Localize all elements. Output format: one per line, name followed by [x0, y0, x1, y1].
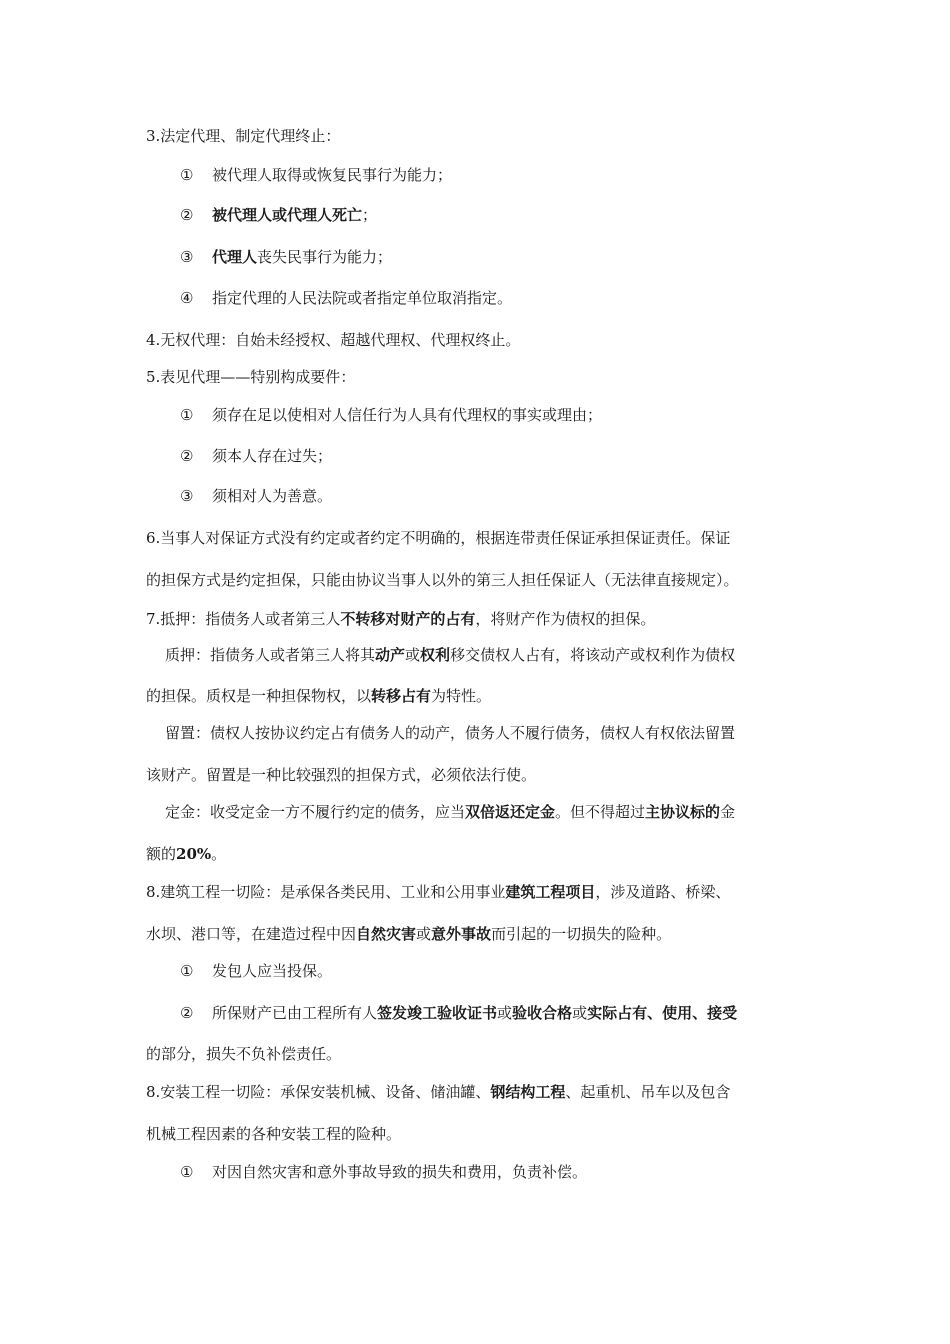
- list-number: ②: [180, 447, 194, 465]
- paragraph-line: 机械工程因素的各种安装工程的险种。: [146, 1125, 402, 1143]
- text-run: 8.安装工程一切险：承保安装机械、设备、储油罐、: [146, 1083, 491, 1101]
- bold-text: 被代理人或代理人死亡: [212, 206, 363, 224]
- text-run: 定金：收受定金一方不履行约定的债务，应当: [165, 803, 466, 821]
- list-item: [212, 288, 512, 308]
- list-item: [212, 961, 332, 981]
- list-item: [212, 1162, 587, 1182]
- paragraph-line: [146, 609, 655, 629]
- section-3-title: 3.法定代理、制定代理终止：: [146, 127, 341, 145]
- text-run: 。: [211, 845, 227, 863]
- list-number: ②: [180, 206, 194, 224]
- text-run: 指定代理的人民法院或者指定单位取消指定。: [212, 289, 513, 307]
- paragraph-line: 的担保方式是约定担保，只能由协议当事人以外的第三人担任保证人（无法律直接规定）。: [146, 571, 739, 589]
- list-item: [212, 405, 602, 425]
- bold-text: 权利: [420, 646, 451, 664]
- section-4: 4.无权代理：自始未经授权、超越代理权、代理权终止。: [146, 331, 521, 349]
- text-run: 丧失民事行为能力；: [257, 248, 393, 266]
- text-run: 移交债权人占有，将该动产或权利作为债权: [450, 646, 736, 664]
- text-run: 被代理人取得或恢复民事行为能力；: [212, 166, 453, 184]
- text-run: 质押：指债务人或者第三人将其: [165, 646, 376, 664]
- text-run: 须存在足以使相对人信任行为人具有代理权的事实或理由；: [212, 406, 603, 424]
- paragraph-line: [146, 1082, 807, 1102]
- list-number: ④: [180, 289, 194, 307]
- bold-text: 不转移对财产的占有: [340, 610, 476, 628]
- text-run: 或: [572, 1004, 588, 1022]
- paragraph-line: 该财产。留置是一种比较强烈的担保方式，必须依法行使。: [146, 766, 537, 784]
- bold-text: 动产: [375, 646, 406, 664]
- text-run: ；: [362, 206, 378, 224]
- list-number: ①: [180, 406, 194, 424]
- list-item: [212, 486, 332, 506]
- list-item: [212, 247, 392, 267]
- paragraph-line: [165, 645, 735, 665]
- paragraph-line: [146, 686, 491, 706]
- bold-text: 转移占有: [371, 687, 432, 705]
- bold-text: 钢结构工程: [490, 1083, 566, 1101]
- bold-text: 验收合格: [512, 1004, 573, 1022]
- paragraph-line: 6.当事人对保证方式没有约定或者约定不明确的，根据连带责任保证承担保证责任。保证: [146, 529, 731, 547]
- text-run: 而引起的一切损失的险种。: [491, 925, 672, 943]
- bold-text: 签发竣工验收证书: [377, 1004, 498, 1022]
- text-run: 水坝、港口等，在建造过程中因: [146, 925, 357, 943]
- bold-text: 代理人: [212, 248, 258, 266]
- paragraph-line: 的部分，损失不负补偿责任。: [146, 1045, 342, 1063]
- paragraph-line: 留置：债权人按协议约定占有债务人的动产，债务人不履行债务，债权人有权依法留置: [165, 724, 736, 742]
- text-run: 、起重机、吊车以及包含: [565, 1083, 731, 1101]
- text-run: 的担保。质权是一种担保物权，以: [146, 687, 372, 705]
- list-number: ①: [180, 166, 194, 184]
- text-run: 须相对人为善意。: [212, 487, 333, 505]
- bold-text: 自然灾害: [356, 925, 417, 943]
- text-run: 对因自然灾害和意外事故导致的损失和费用，负责补偿。: [212, 1163, 588, 1181]
- text-run: 或: [497, 1004, 513, 1022]
- list-item: [212, 205, 377, 225]
- bold-text: 20%: [176, 845, 212, 863]
- bold-text: 双倍返还定金: [465, 803, 556, 821]
- text-run: 7.抵押：指债务人或者第三人: [146, 610, 341, 628]
- bold-text: 建筑工程项目: [505, 883, 596, 901]
- text-run: 或: [416, 925, 432, 943]
- text-run: 额的: [146, 845, 177, 863]
- list-number: ③: [180, 487, 194, 505]
- section-5-title: 5.表见代理——特别构成要件：: [146, 368, 356, 386]
- bold-text: 实际占有、使用、接受: [587, 1004, 738, 1022]
- text-run: 为特性。: [431, 687, 492, 705]
- bold-text: 意外事故: [431, 925, 492, 943]
- list-item: [212, 165, 452, 185]
- bold-text: 主协议标的: [645, 803, 721, 821]
- list-number: ②: [180, 1004, 194, 1022]
- paragraph-line: [165, 802, 735, 822]
- text-run: ，涉及道路、桥梁、: [595, 883, 731, 901]
- paragraph-line: [146, 882, 807, 902]
- paragraph-line: [146, 924, 671, 944]
- paragraph-line: [146, 844, 226, 864]
- text-run: 8.建筑工程一切险：是承保各类民用、工业和公用事业: [146, 883, 506, 901]
- text-run: 所保财产已由工程所有人: [212, 1004, 378, 1022]
- text-run: 须本人存在过失；: [212, 447, 333, 465]
- list-number: ①: [180, 1163, 194, 1181]
- list-number: ③: [180, 248, 194, 266]
- text-run: 发包人应当投保。: [212, 962, 333, 980]
- text-run: 金: [720, 803, 736, 821]
- text-run: 或: [405, 646, 421, 664]
- text-run: 。但不得超过: [555, 803, 646, 821]
- list-item: [212, 1003, 737, 1023]
- list-item: [212, 446, 332, 466]
- list-number: ①: [180, 962, 194, 980]
- text-run: ，将财产作为债权的担保。: [475, 610, 656, 628]
